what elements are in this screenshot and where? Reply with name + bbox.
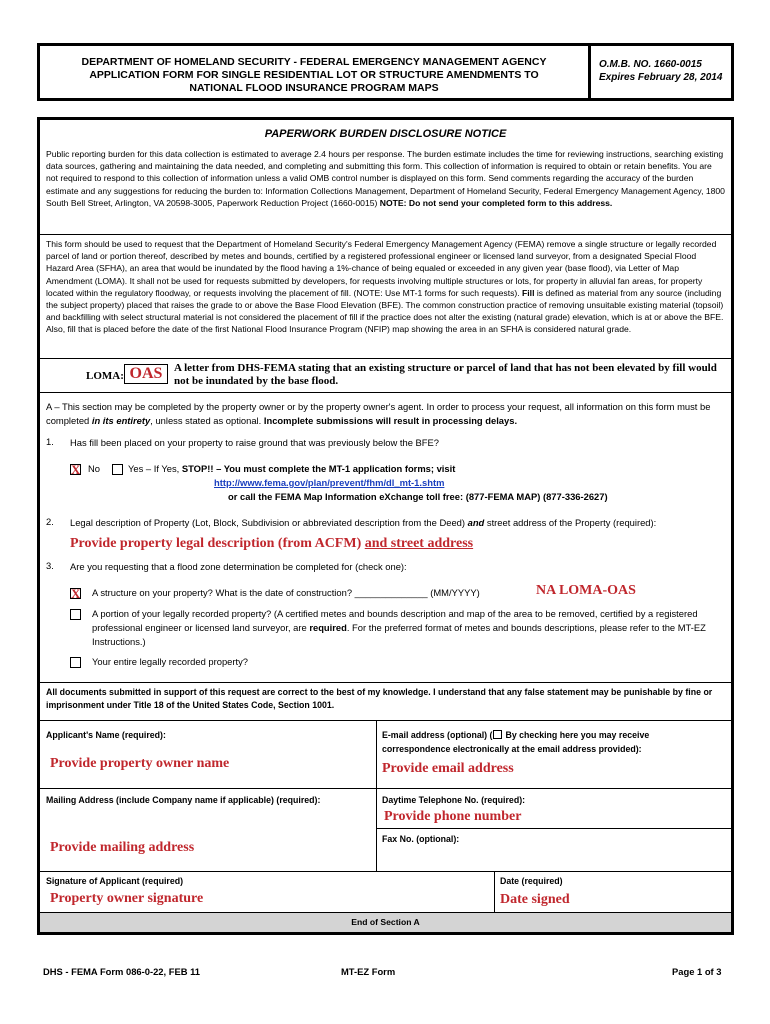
mt1-forms-link[interactable]: http://www.fema.gov/plan/prevent/fhm/dl_mt-1.shtm (214, 477, 445, 488)
email-field[interactable]: Provide email address (382, 761, 514, 776)
page-number: Page 1 of 3 (672, 966, 722, 977)
email-consent-checkbox[interactable] (493, 730, 502, 739)
date-label: Date (required) (500, 876, 563, 886)
question-1-text: Has fill been placed on your property to raise ground that was previously below the BFE? (70, 437, 439, 448)
form-number: DHS - FEMA Form 086-0-22, FEB 11 (43, 966, 200, 977)
form-title-line2: APPLICATION FORM FOR SINGLE RESIDENTIAL LOT OR STRUCTURE AMENDMENTS TO (89, 69, 539, 81)
question-3-number: 3. (46, 560, 54, 571)
phone-field[interactable]: Provide phone number (384, 809, 522, 824)
form-purpose-text: This form should be used to request that the Department of Homeland Security's Federal Emergency Management Agency (FEMA) remove a single structure or legally recorded parcel of land or portion thereof, described by metes and bounds, certified by a registered professional engineer or licensed land surveyor, from a designated Special Flood Hazard Area (SFHA), an area that would be inundated by the flood having a 1%-chance of being equaled or exceeded in any given year (base flood), via Letter of Map Amendment (LOMA). It shall not be used for requests submitted by developers, for requests involving multiple structures or lots, for property in alluvial fan areas, for property located within the regulatory floodway, or requests involving the placement of fill. (NOTE: Use MT-1 forms for such requests). Fill is defined as material from any source (including the subject property) placed that raises the grade to or above the Base Flood Elevation (BFE). The common construction practice of removing unsuitable existing material (topsoil) and backfilling with select structural material is not considered the placement of fill if the practice does not alter the existing (natural grade) elevation, which is at or above the BFE. Also, fill that is placed before the date of the first National Flood Insurance Program (NFIP) map showing the area in an SFHA is considered natural grade. (46, 239, 724, 335)
question-2-number: 2. (46, 516, 54, 527)
burden-notice-title: PAPERWORK BURDEN DISCLOSURE NOTICE (264, 128, 507, 140)
email-label: E-mail address (optional) ( By checking here you may receive correspondence electronically at the email address provided): (382, 730, 650, 754)
applicant-name-field[interactable]: Provide property owner name (50, 756, 230, 771)
form-title-line1: DEPARTMENT OF HOMELAND SECURITY - FEDERAL EMERGENCY MANAGEMENT AGENCY (81, 56, 547, 68)
mailing-address-label: Mailing Address (include Company name if applicable) (required): (46, 795, 321, 805)
end-of-section-bar: End of Section A (40, 912, 731, 932)
fill-no-label: No (88, 463, 100, 474)
divider (40, 720, 731, 721)
burden-notice-text: Public reporting burden for this data collection is estimated to average 2.4 hours per response. The burden estimate includes the time for reviewing instructions, searching existing data sources, gathering and maintaining the data needed, and completing and submitting this form. This collection of information is required to obtain or retain benefits. You are not required to respond to this collection of information unless a valid OMB control number is displayed on this form. Send comments regarding the accuracy of the burden estimate and any suggestions for reducing the burden to: Information Collections Management, Department of Homeland Security, Federal Emergency Management Agency, 1800 South Bell Street, Arlington, VA 20598-3005, Paperwork Reduction Project (1660-0015) NOTE: Do not send your completed form to this address. (46, 149, 725, 208)
divider (40, 682, 731, 683)
legal-description-field[interactable]: Provide property legal description (from ACFM) and street address (70, 536, 474, 551)
loma-type-field[interactable]: OAS (124, 364, 168, 384)
divider (40, 392, 731, 393)
mailing-address-field[interactable]: Provide mailing address (50, 840, 195, 855)
certification-statement: All documents submitted in support of this request are correct to the best of my knowledge. I understand that any false statement may be punishable by fine or imprisonment under Title 18 of the United States Code, Section 1001. (46, 687, 713, 710)
construction-date-field[interactable]: NA LOMA-OAS (536, 583, 636, 598)
entire-property-checkbox[interactable] (70, 657, 81, 668)
form-title-line3: NATIONAL FLOOD INSURANCE PROGRAM MAPS (189, 82, 439, 94)
form-header (37, 43, 734, 101)
signature-label: Signature of Applicant (required) (46, 876, 184, 886)
loma-description: A letter from DHS-FEMA stating that an existing structure or parcel of land that has not been elevated by fill would not be inundated by the base flood. (174, 362, 717, 387)
omb-expiration: Expires February 28, 2014 (599, 72, 723, 83)
entire-property-label: Your entire legally recorded property? (92, 656, 248, 667)
loma-label: LOMA: (86, 370, 124, 382)
form-body (37, 117, 734, 935)
fema-phone-text: or call the FEMA Map Information eXchange toll free: (877-FEMA MAP) (877-336-2627) (228, 491, 608, 502)
section-a-intro: A – This section may be completed by the property owner or by the property owner's agent. In order to process your request, all information on this form must be completed in its entirety, unless stated as optional. Incomplete submissions will result in processing delays. (46, 401, 711, 426)
fill-yes-checkbox[interactable] (112, 464, 123, 475)
form-title (40, 46, 591, 98)
signature-field[interactable]: Property owner signature (50, 891, 204, 906)
divider (376, 828, 731, 829)
divider (40, 358, 731, 359)
fill-yes-label: Yes – If Yes, STOP!! – You must complete the MT-1 application forms; visit (128, 463, 456, 474)
form-name: MT-EZ Form (341, 966, 396, 977)
omb-info (591, 46, 731, 98)
fill-no-check-mark: X (71, 462, 81, 477)
date-field[interactable]: Date signed (500, 892, 570, 907)
divider (376, 788, 377, 871)
divider (40, 234, 731, 235)
question-1-number: 1. (46, 436, 54, 447)
question-2-text: Legal description of Property (Lot, Block, Subdivision or abbreviated description from the Deed) and street address of the Property (required): (70, 517, 657, 528)
fax-label: Fax No. (optional): (382, 834, 460, 844)
applicant-name-label: Applicant's Name (required): (46, 730, 166, 740)
omb-number: O.M.B. NO. 1660-0015 (599, 59, 702, 70)
structure-check-mark: X (71, 586, 81, 601)
question-3-text: Are you requesting that a flood zone determination be completed for (check one): (70, 561, 407, 572)
portion-property-label: A portion of your legally recorded property? (A certified metes and bounds description and map of the area to be removed, certified by a registered professional engineer or licensed land surveyor, are required. For the preferred format of metes and bounds descriptions, please refer to the MT-EZ Instructions.) (92, 608, 706, 647)
divider (376, 720, 377, 788)
phone-label: Daytime Telephone No. (required): (382, 795, 526, 805)
structure-option-label: A structure on your property? What is the date of construction? ______________ (MM/YYYY) (92, 587, 480, 598)
portion-property-checkbox[interactable] (70, 609, 81, 620)
divider (40, 788, 731, 789)
divider (494, 871, 495, 917)
divider (40, 871, 731, 872)
